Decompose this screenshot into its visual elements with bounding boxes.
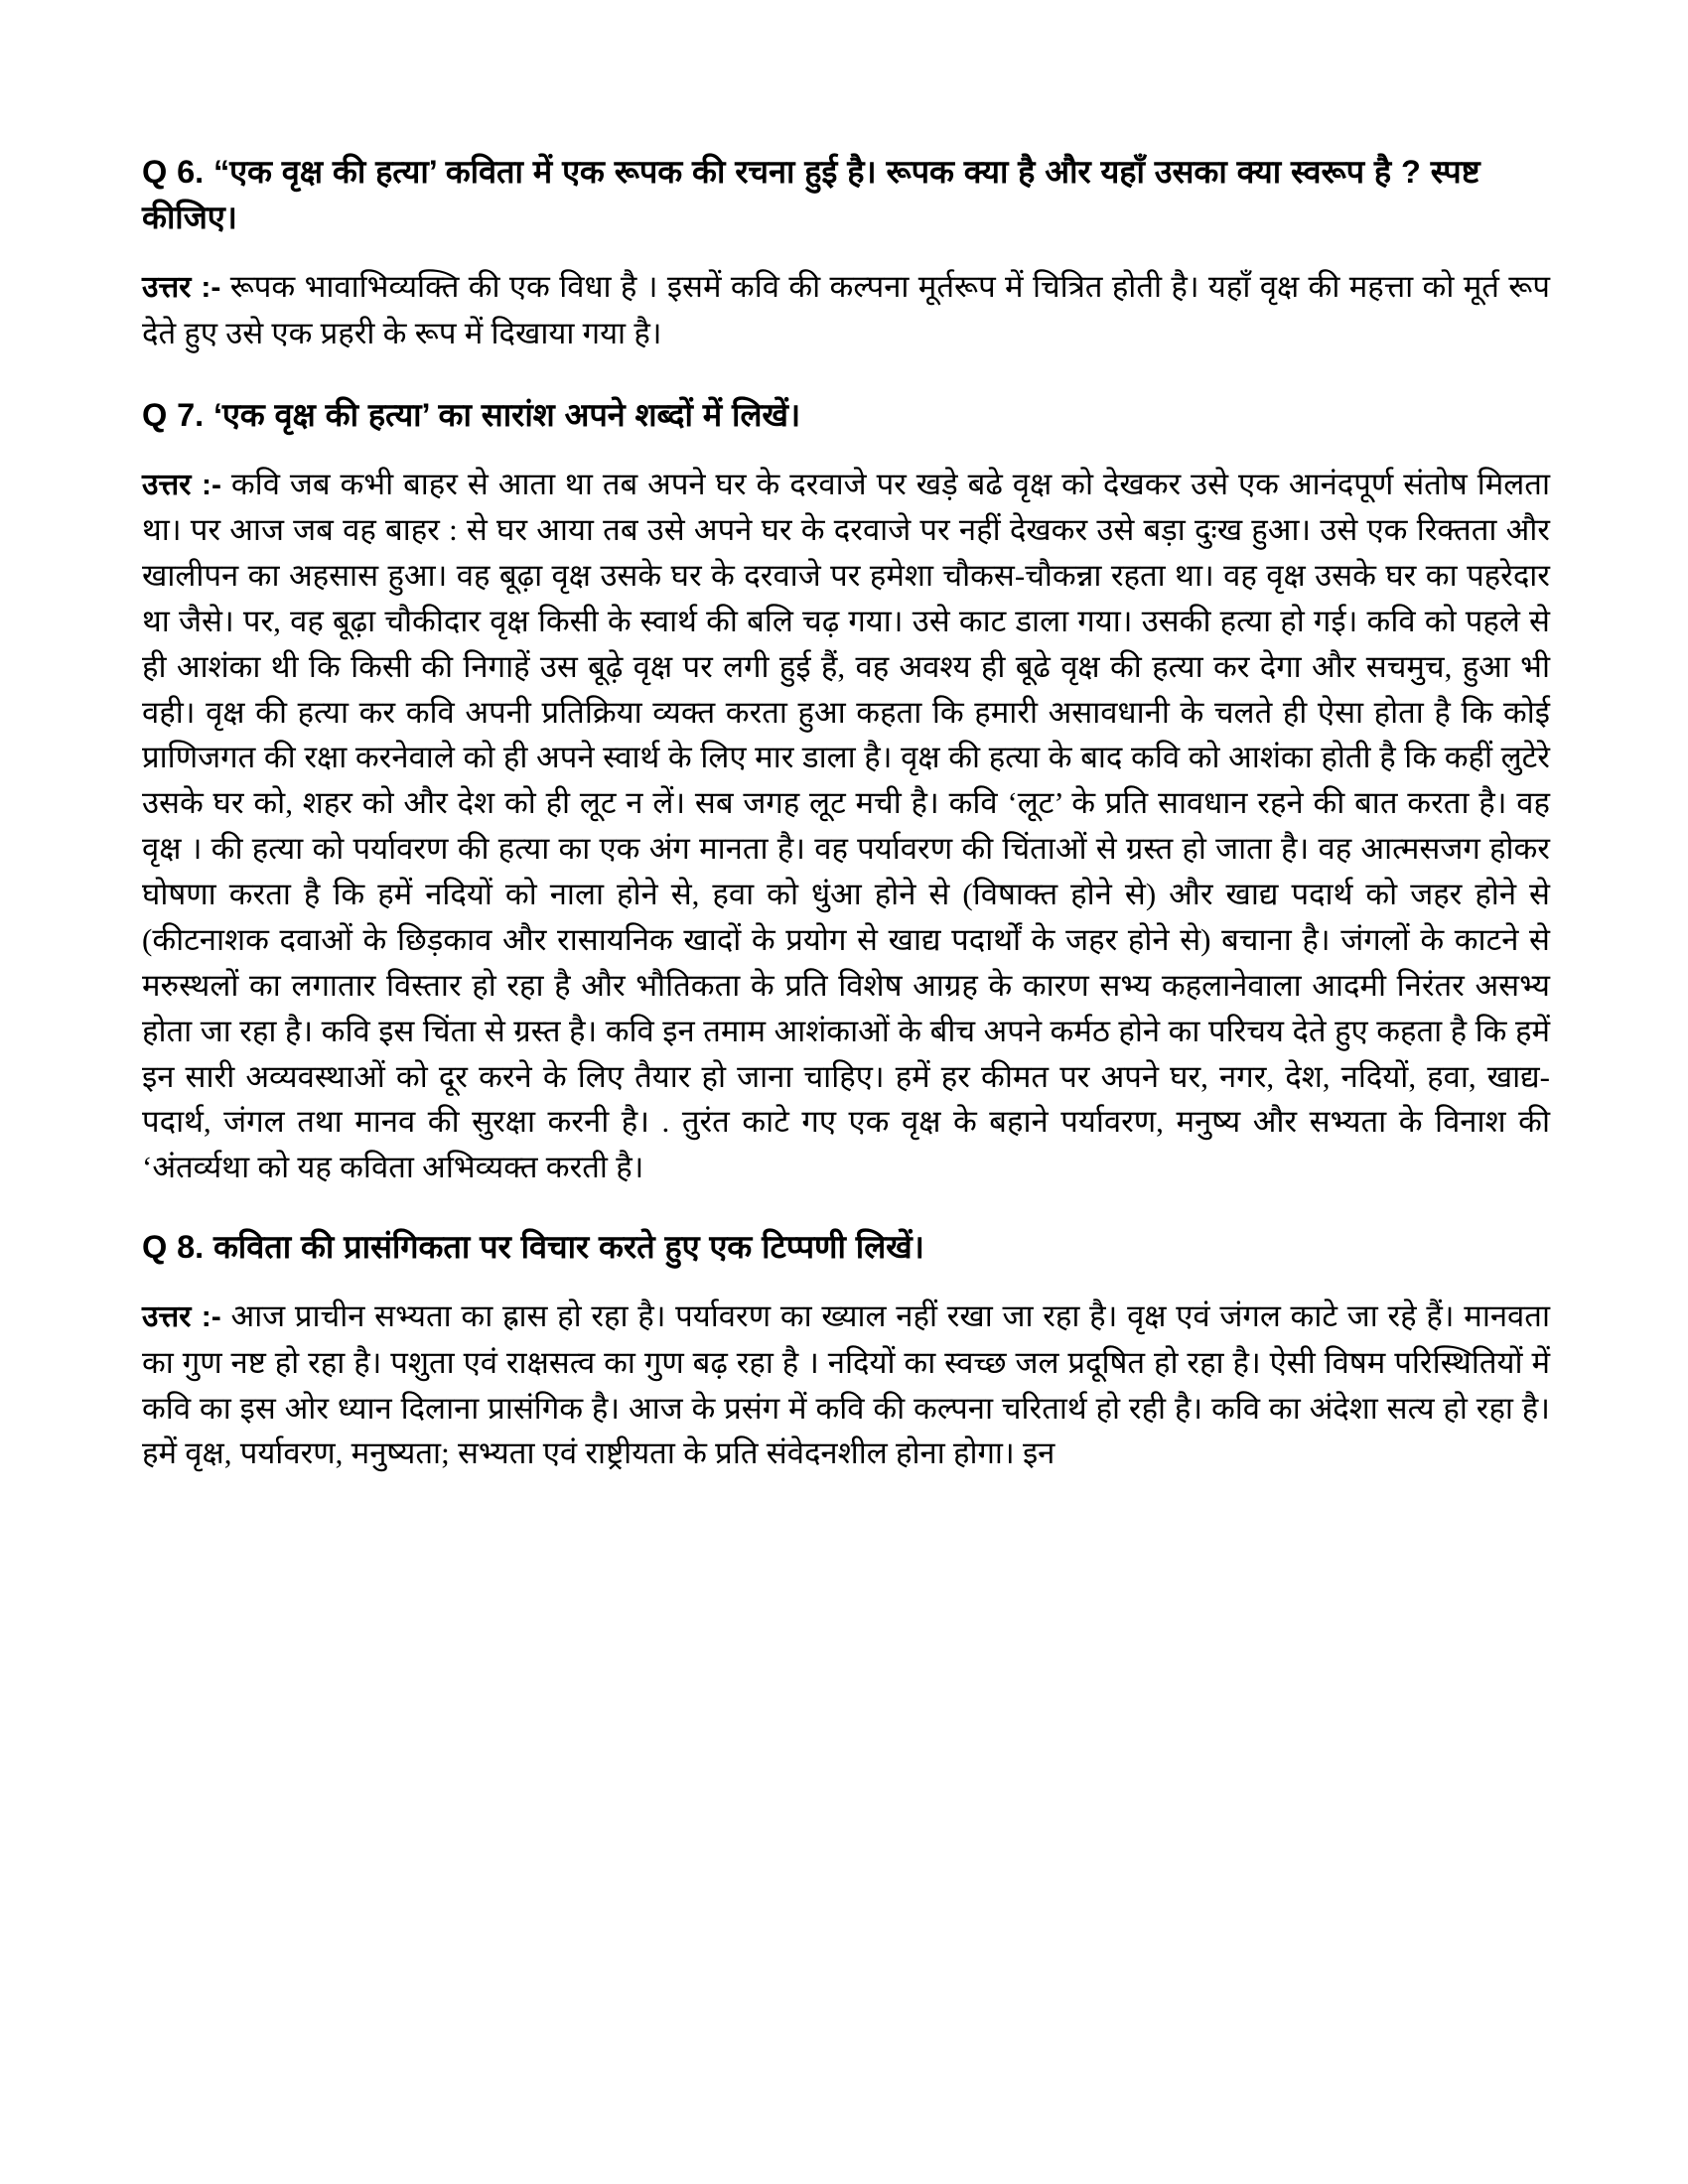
question-heading-q8: Q 8. कविता की प्रासंगिकता पर विचार करते हुए एक टिप्पणी लिखें। (142, 1229, 924, 1266)
answer-text-q7: कवि जब कभी बाहर से आता था तब अपने घर के दरवाजे पर खड़े बढे वृक्ष को देखकर उसे एक आनंदपूर्ण संतोष मिलता था। पर आज जब वह बाहर : से घर आया तब उसे अपने घर के दरवाजे पर नहीं देखकर उसे बड़ा दुःख हुआ। उसे एक रिक्तता और खालीपन का अहसास हुआ। वह बूढ़ा वृक्ष उसके घर के दरवाजे पर हमेशा चौकस-चौकन्ना रहता था। वह वृक्ष उसके घर का पहरेदार था जैसे। पर, वह बूढ़ा चौकीदार वृक्ष किसी के स्वार्थ की बलि चढ़ गया। उसे काट डाला गया। उसकी हत्या हो गई। कवि को पहले से ही आशंका थी कि किसी की निगाहें उस बूढ़े वृक्ष पर लगी हुई हैं, वह अवश्य ही बूढे वृक्ष की हत्या कर देगा और सचमुच, हुआ भी वही। वृक्ष की हत्या कर कवि अपनी प्रतिक्रिया व्यक्त करता हुआ कहता कि हमारी असावधानी के चलते ही ऐसा होता है कि कोई प्राणिजगत की रक्षा करनेवाले को ही अपने स्वार्थ के लिए मार डाला है। वृक्ष की हत्या के बाद कवि को आशंका होती है कि कहीं लुटेरे उसके घर को, शहर को और देश को ही लूट न लें। सब जगह लूट मची है। कवि ‘लूट’ के प्रति सावधान रहने की बात करता है। वह वृक्ष । की हत्या को पर्यावरण की हत्या का एक अंग मानता है। वह पर्यावरण की चिंताओं से ग्रस्त हो जाता है। वह आत्मसजग होकर घोषणा करता है कि हमें नदियों को नाला होने से, हवा को धुंआ होने से (विषाक्त होने से) और खाद्य पदार्थ को जहर होने से (कीटनाशक दवाओं के छिड़काव और रासायनिक खादों के प्रयोग से खाद्य पदार्थों के जहर होने से) बचाना है। जंगलों के काटने से मरुस्थलों का लगातार विस्तार हो रहा है और भौतिकता के प्रति विशेष आग्रह के कारण सभ्य कहलानेवाला आदमी निरंतर असभ्य होता जा रहा है। कवि इस चिंता से ग्रस्त है। कवि इन तमाम आशंकाओं के बीच अपने कर्मठ होने का परिचय देते हुए कहता है कि हमें इन सारी अव्यवस्थाओं को दूर करने के लिए तैयार हो जाना चाहिए। हमें हर कीमत पर अपने घर, नगर, देश, नदियों, हवा, खाद्य-पदार्थ, जंगल तथा मानव की सुरक्षा करनी है। . तुरंत काटे गए एक वृक्ष के बहाने पर्यावरण, मनुष्य और सभ्यता के विनाश की ‘अंतर्व्यथा को यह कविता अभिव्यक्त करती है। (142, 466, 1550, 1185)
page-content (142, 149, 1550, 1476)
question-heading-q6: Q 6. “एक वृक्ष की हत्या’ कविता में एक रूपक की रचना हुई है। रूपक क्या है और यहाँ उसका क्या स्वरूप है ? स्पष्ट कीजिए। (142, 154, 1480, 236)
question-block-q6 (142, 149, 1550, 356)
answer-label-q7: उत्तर :- (142, 468, 221, 501)
answer-label-q6: उत्तर :- (142, 271, 221, 305)
answer-text-q6: रूपक भावाभिव्यक्ति की एक विधा है । इसमें कवि की कल्पना मूर्तरूप में चित्रित होती है। यहाँ वृक्ष की महत्ता को मूर्त रूप देते हुए उसे एक प्रहरी के रूप में दिखाया गया है। (142, 269, 1550, 350)
answer-paragraph-q8 (142, 1294, 1550, 1476)
answer-label-q8: उत्तर :- (142, 1300, 221, 1334)
question-heading-q7: Q 7. ‘एक वृक्ष की हत्या’ का सारांश अपने शब्दों में लिखें। (142, 396, 801, 433)
answer-paragraph-q7 (142, 462, 1550, 1191)
answer-paragraph-q6 (142, 264, 1550, 355)
question-block-q8 (142, 1224, 1550, 1476)
question-block-q7 (142, 392, 1550, 1191)
answer-text-q8: आज प्राचीन सभ्यता का ह्रास हो रहा है। पर्यावरण का ख्याल नहीं रखा जा रहा है। वृक्ष एवं जंगल काटे जा रहे हैं। मानवता का गुण नष्ट हो रहा है। पशुता एवं राक्षसत्व का गुण बढ़ रहा है । नदियों का स्वच्छ जल प्रदूषित हो रहा है। ऐसी विषम परिस्थितियों में कवि का इस ओर ध्यान दिलाना प्रासंगिक है। आज के प्रसंग में कवि की कल्पना चरितार्थ हो रही है। कवि का अंदेशा सत्य हो रहा है। हमें वृक्ष, पर्यावरण, मनुष्यता; सभ्यता एवं राष्ट्रीयता के प्रति संवेदनशील होना होगा। इन (142, 1298, 1550, 1471)
